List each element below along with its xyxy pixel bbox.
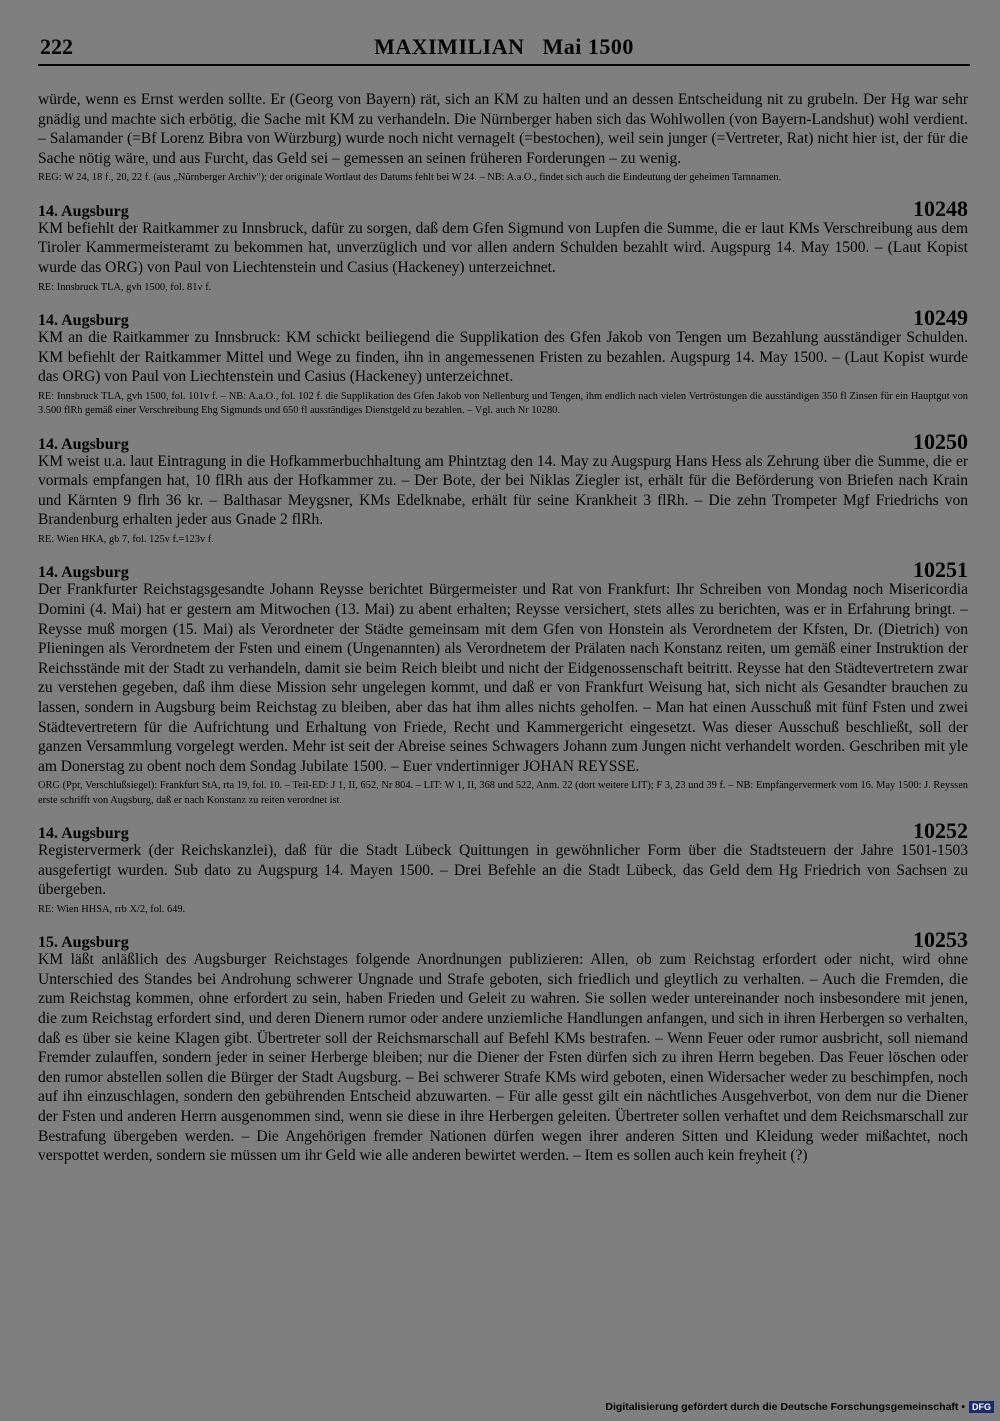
entry-note: REG: W 24, 18 f., 20, 22 f. (aus „Nürnberger Archiv"); der originale Wortlaut des Datums fehlt bei W 24. – NB: A.a.O., findet sich auch die Eindeutung der geheimen Tarnnamen. bbox=[38, 172, 782, 184]
footer-credit: Digitalisierung gefördert durch die Deutsche Forschungsgemeinschaft • bbox=[605, 1401, 965, 1413]
entry-date: 15. Augsburg bbox=[38, 934, 129, 952]
entry-note: ORG (Ppr, Verschlußsiegel): Frankfurt StA, rta 19, fol. 10. – Teil-ED: J 1, II, 652, Nr 804. – LIT: W 1, II, 368 und 522, Anm. 22 (dort weitere LIT); F 3, 23 und 39 f. – NB: Empfängervermerk vom 16. May 1500: J. Reyssen erste schrifft von Augsburg, daß er nach Konstanz zu reiten verordnet ist. bbox=[38, 780, 968, 806]
continued-entry bbox=[38, 90, 968, 186]
entry-note: RE: Wien HKA, gb 7, fol. 125v f.=123v f. bbox=[38, 533, 214, 545]
entry-number: 10250 bbox=[913, 428, 968, 454]
entry-number: 10252 bbox=[913, 818, 968, 844]
entry-10252 bbox=[38, 818, 968, 917]
page-footer bbox=[605, 1401, 994, 1413]
entry-date: 14. Augsburg bbox=[38, 202, 129, 220]
entry-date: 14. Augsburg bbox=[38, 311, 129, 329]
entry-text: würde, wenn es Ernst werden sollte. Er (Georg von Bayern) rät, sich an KM zu halten und an dessen Entscheidung nit zu grubeln. Der Hg war sehr gnädig und machte sich erbötig, die Sache mit KM zu verhandeln. Die Nürnberger haben sich das Wohlwollen (von Bayern-Landshut) wohl verdient. – Salamander (=Bf Lorenz Bibra von Würzburg) wurde noch nicht vernagelt (=bestochen), weil sein junger (=Vertreter, Rat) nicht hier ist, der für die Sache nötig wäre, und aus Furcht, das Geld sei – gemessen an seinen früheren Forderungen – zu wenig. bbox=[38, 91, 968, 167]
entry-10253 bbox=[38, 927, 968, 1166]
entry-text: KM befiehlt der Raitkammer zu Innsbruck, dafür zu sorgen, daß dem Gfen Sigmund von Lupfen die Summe, die er laut KMs Verschreibung aus dem Tiroler Kammermeisteramt zu bekommen hat, unverzüglich und vor allen andern Schulden bezahlt wird. Augspurg 14. May 1500. – (Laut Kopist wurde das ORG) von Paul von Liechtenstein und Casius (Hackeney) unterzeichnet. bbox=[38, 219, 968, 276]
entry-text: KM weist u.a. laut Eintragung in die Hofkammerbuchhaltung am Phintztag den 14. May zu Augspurg Hans Hess als Zehrung über die Summe, die er vormals empfangen hat, 10 flRh aus der Hofkammer zu. – Der Bote, der bei Niklas Ziegler ist, erhält für die Beförderung von Briefen nach Krain und Kärnten 9 flrh 36 kr. – Balthasar Meygsner, KMs Edelknabe, erhält für seine Krankheit 3 flRh. – Die zehn Trompeter Mgf Friedrichs von Brandenburg erhalten jeder aus Gnade 2 flRh. bbox=[38, 452, 968, 529]
entry-number: 10248 bbox=[913, 195, 968, 221]
entry-text: KM an die Raitkammer zu Innsbruck: KM schickt beiliegend die Supplikation des Gfen Jakob von Tengen um Bezahlung ausständiger Schulden. KM befiehlt der Raitkammer Mittel und Wege zu finden, ihn in angemessenen Fristen zu bezahlen. Augspurg 14. May 1500. – (Laut Kopist wurde das ORG) von Paul von Liechtenstein und Casius (Hackeney) unterzeichnet. bbox=[38, 328, 968, 386]
entry-10250 bbox=[38, 429, 968, 548]
entry-number: 10253 bbox=[913, 927, 968, 953]
entry-date: 14. Augsburg bbox=[38, 564, 129, 582]
running-title: MAXIMILIAN Mai 1500 bbox=[374, 34, 634, 59]
entry-note: RE: Innsbruck TLA, gvh 1500, fol. 101v f. – NB: A.a.O., fol. 102 f. die Supplikation des Gfen Jakob von Nellenburg und Tengen, ihm endlich nach vielen Vertröstungen die ausständigen 350 fl Zinsen für ein Hauptgut von 3.500 flRh gemäß einer Verschreibung Ehg Sigmunds und 650 fl ausständiges Dienstgeld zu bezahlen. – Vgl. auch Nr 10280. bbox=[38, 390, 968, 417]
entry-date: 14. Augsburg bbox=[38, 435, 129, 453]
entry-note: RE: Innsbruck TLA, gvh 1500, fol. 81v f. bbox=[38, 281, 212, 293]
page-number: 222 bbox=[40, 34, 73, 59]
page-header bbox=[38, 30, 970, 66]
entry-number: 10249 bbox=[913, 304, 968, 330]
entry-note: RE: Wien HHSA, rrb X/2, fol. 649. bbox=[38, 903, 186, 915]
entry-10251 bbox=[38, 557, 968, 808]
entry-text: Der Frankfurter Reichstagsgesandte Johann Reysse berichtet Bürgermeister und Rat von Frankfurt: Ihr Schreiben von Mondag noch Misericordia Domini (4. Mai) hat er gestern am Mitwochen (13. Mai) zu abent erhalten; Reysse versichert, stets alles zu berichten, was er in Erfahrung bringt. – Reysse muß morgen (15. Mai) als Verordneter der Städte gemeinsam mit dem Gfen von Honstein als Verordnetem der Kfsten, Dr. (Dietrich) von Plieningen als Verordnetem der Fsten und einem (Ungenannten) als Verordnetem der Prälaten nach Konstanz reiten, um gemäß einer Instruktion der Reichsstände mit der Stadt zu verhandeln, damit sie beim Reich bleibt und nicht der Eidgenossenschaft beitritt. Reysse hat den Städtevertretern zwar zu verstehen gegeben, daß ihm diese Mission sehr ungelegen kommt, und daß er von Frankfurt Weisung hat, sich nicht als Gesandter brauchen zu lassen, sondern in Augsburg beim Reichstag zu bleiben, aber das hat ihm alles nichts geholfen. – Man hat einen Ausschuß mit fünf Fsten und zwei Städtevertretern für die Aufrichtung und Erhaltung von Friede, Recht und Kammergericht eingesetzt. Was dieser Ausschuß beschließt, soll der ganzen Versammlung vorgelegt werden. Mehr ist seit der Abreise seines Schwagers Johann zum Jungen nicht verhandelt worden. Geschriben mit yle am Donerstag zu obent noch dem Sondag Jubilate 1500. – Euer vndertinniger JOHAN REYSSE. bbox=[38, 581, 968, 775]
entry-text: KM läßt anläßlich des Augsburger Reichstages folgende Anordnungen publizieren: Allen, ob zum Reichstag erfordert oder nicht, wird ohne Unterschied des Standes bei Androhung schwerer Ungnade und Strafe geboten, sich friedlich und gleytlich zu verhalten. – Auch die Fremden, die zum Reichstag kommen, ohne erfordert zu sein, haben Frieden und Geleit zu wahren. Sie sollen weder untereinander noch insbesondere mit jenen, die zum Reichstag erfordert sind, und deren Dienern rumor oder andere unziemliche Handlungen anfangen, und sich in ihren Herbergen so verhalten, daß es über sie keine Klagen gibt. Übertreter soll der Reichsmarschall auf Befehl KMs bestrafen. – Wenn Feuer oder rumor ausbricht, soll niemand Fremder zulauffen, sondern jeder in seiner Herberge bleiben; nur die Diener der Fsten dürfen sich zu ihren Herrn begeben. Das Feuer löschen oder den rumor abstellen sollen die Bürger der Stadt Augsburg. – Bei schwerer Strafe KMs wird geboten, einen Widersacher weder zu beschimpfen, noch auf ihn einzuschlagen, sondern den gebührenden Entscheid abzuwarten. – Für alle gesst gilt ein nächtliches Ausgehverbot, von dem nur die Diener der Fsten und anderen Herrn ausgenommen sind, wenn sie diese in ihre Herbergen geleiten. Übertreter sollen verhaftet und dem Reichsmarschall zur Bestrafung übergeben werden. – Die Angehörigen fremder Nationen dürfen wegen ihrer anderen Sitten und Kleidung weder mißachtet, noch verspottet werden, sondern sie müssen um ihr Geld wie alle anderen bewirtet werden. – Item es sollen auch kein freyheit (?) bbox=[38, 951, 968, 1165]
entry-date: 14. Augsburg bbox=[38, 825, 129, 843]
entry-10249 bbox=[38, 305, 968, 419]
page-content bbox=[38, 90, 968, 1166]
entry-number: 10251 bbox=[913, 557, 968, 583]
entry-10248 bbox=[38, 196, 968, 295]
dfg-logo-icon: DFG bbox=[969, 1401, 994, 1413]
entry-text: Registervermerk (der Reichskanzlei), daß für die Stadt Lübeck Quittungen in gewöhnlicher Form über die Stadtsteuern der Jahre 1501-1503 ausgefertigt wurden. Sub dato zu Augspurg 14. Mayen 1500. – Drei Befehle an die Stadt Lübeck, das Geld dem Hg Friedrich von Sachsen zu übergeben. bbox=[38, 842, 968, 899]
